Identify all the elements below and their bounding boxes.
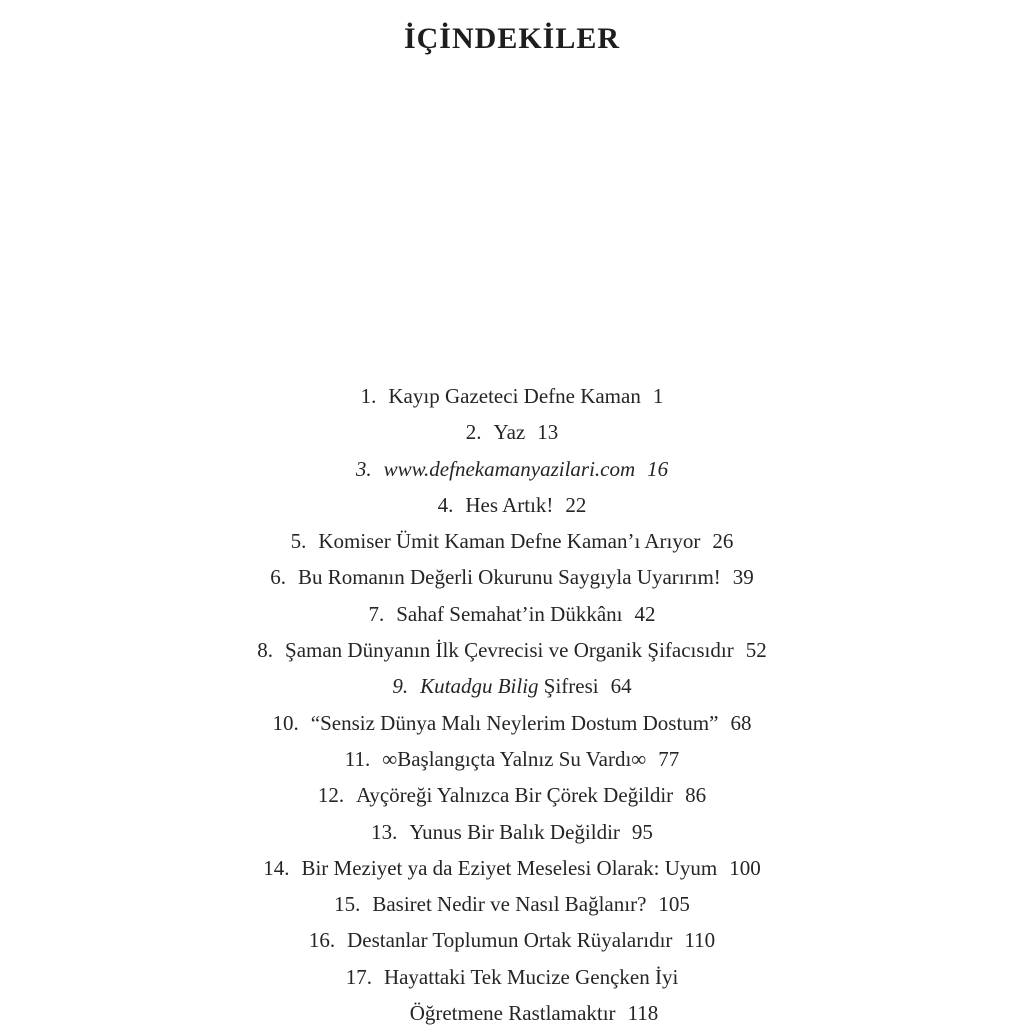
entry-title: Bu Romanın Değerli Okurunu Saygıyla Uyarırım!	[297, 565, 721, 590]
entry-number: 9.	[392, 674, 409, 699]
entry-page: 1	[652, 384, 664, 408]
entry-page: 110	[684, 928, 716, 953]
toc-entry	[0, 850, 1024, 886]
entry-title: ∞Başlangıçta Yalnız Su Vardı∞	[382, 746, 647, 771]
toc-entry	[0, 632, 1024, 668]
entry-number: 8.	[257, 638, 274, 663]
entry-page: 68	[730, 710, 752, 735]
toc-entry	[0, 414, 1024, 450]
entry-page: 105	[658, 892, 690, 917]
entry-page: 52	[745, 638, 767, 663]
toc-entry	[0, 559, 1024, 595]
entry-page: 39	[732, 565, 754, 590]
entry-page: 64	[610, 674, 632, 699]
entry-number: 13.	[371, 819, 398, 844]
entry-page: 16	[647, 456, 669, 481]
toc-entry	[0, 959, 1024, 995]
entry-number: 6.	[270, 565, 286, 590]
entry-title: Şifresi	[543, 674, 599, 699]
toc-entry	[0, 814, 1024, 850]
entry-number: 10.	[272, 710, 299, 735]
entry-number: 15.	[334, 892, 361, 917]
entry-number: 14.	[263, 855, 290, 880]
toc-entry	[0, 922, 1024, 958]
toc-entry	[0, 886, 1024, 922]
entry-page: 22	[565, 492, 587, 517]
entry-page: 42	[634, 601, 656, 626]
entry-title: Sahaf Semahat’in Dükkânı	[396, 601, 623, 626]
entry-page: 100	[729, 855, 761, 880]
entry-number: 7.	[368, 601, 385, 626]
entry-page: 77	[658, 746, 680, 771]
toc-entry	[0, 451, 1024, 487]
toc-entry	[0, 668, 1024, 704]
toc-entry	[0, 705, 1024, 741]
table-of-contents	[0, 378, 1024, 1031]
toc-entry	[0, 596, 1024, 632]
entry-title: Yaz	[493, 420, 526, 445]
entry-page: 95	[631, 819, 653, 844]
entry-number: 17.	[345, 964, 372, 989]
toc-entry	[0, 741, 1024, 777]
entry-title: Basiret Nedir ve Nasıl Bağlanır?	[372, 892, 647, 917]
entry-title: Kayıp Gazeteci Defne Kaman	[388, 384, 641, 408]
entry-title: Destanlar Toplumun Ortak Rüyalarıdır	[347, 928, 673, 953]
entry-title: Ayçöreği Yalnızca Bir Çörek Değildir	[356, 783, 674, 808]
entry-page: 86	[685, 783, 707, 808]
entry-title: Hayattaki Tek Mucize Gençken İyi	[383, 964, 679, 989]
entry-number: 5.	[290, 529, 307, 554]
entry-number: 4.	[437, 492, 454, 517]
entry-number: 1.	[360, 384, 377, 408]
toc-entry	[0, 777, 1024, 813]
entry-page: 13	[537, 420, 559, 445]
entry-title: Öğretmene Rastlamaktır	[409, 1001, 616, 1026]
entry-number: 3.	[355, 456, 372, 481]
toc-entry-continuation	[0, 995, 1024, 1031]
entry-number: 11.	[344, 746, 371, 771]
entry-number: 2.	[465, 420, 482, 445]
entry-title: Hes Artık!	[465, 492, 554, 517]
entry-number: 12.	[317, 783, 345, 808]
entry-title: Yunus Bir Balık Değildir	[409, 819, 620, 844]
entry-title: Komiser Ümit Kaman Defne Kaman’ı Arıyor	[318, 529, 701, 554]
toc-entry	[0, 378, 1024, 414]
page-title: İÇİNDEKİLER	[403, 22, 621, 56]
entry-page: 118	[627, 1001, 659, 1026]
toc-entry	[0, 523, 1024, 559]
entry-title: “Sensiz Dünya Malı Neylerim Dostum Dostum”	[310, 710, 719, 735]
entry-page: 26	[712, 529, 734, 554]
entry-title: www.defnekamanyazilari.com	[383, 456, 636, 481]
entry-title-italic: Kutadgu Bilig	[420, 674, 539, 699]
entry-number: 16.	[308, 928, 336, 953]
entry-title: Şaman Dünyanın İlk Çevrecisi ve Organik Şifacısıdır	[285, 638, 734, 663]
toc-entry	[0, 487, 1024, 523]
entry-title: Bir Meziyet ya da Eziyet Meselesi Olarak: Uyum	[301, 855, 718, 880]
